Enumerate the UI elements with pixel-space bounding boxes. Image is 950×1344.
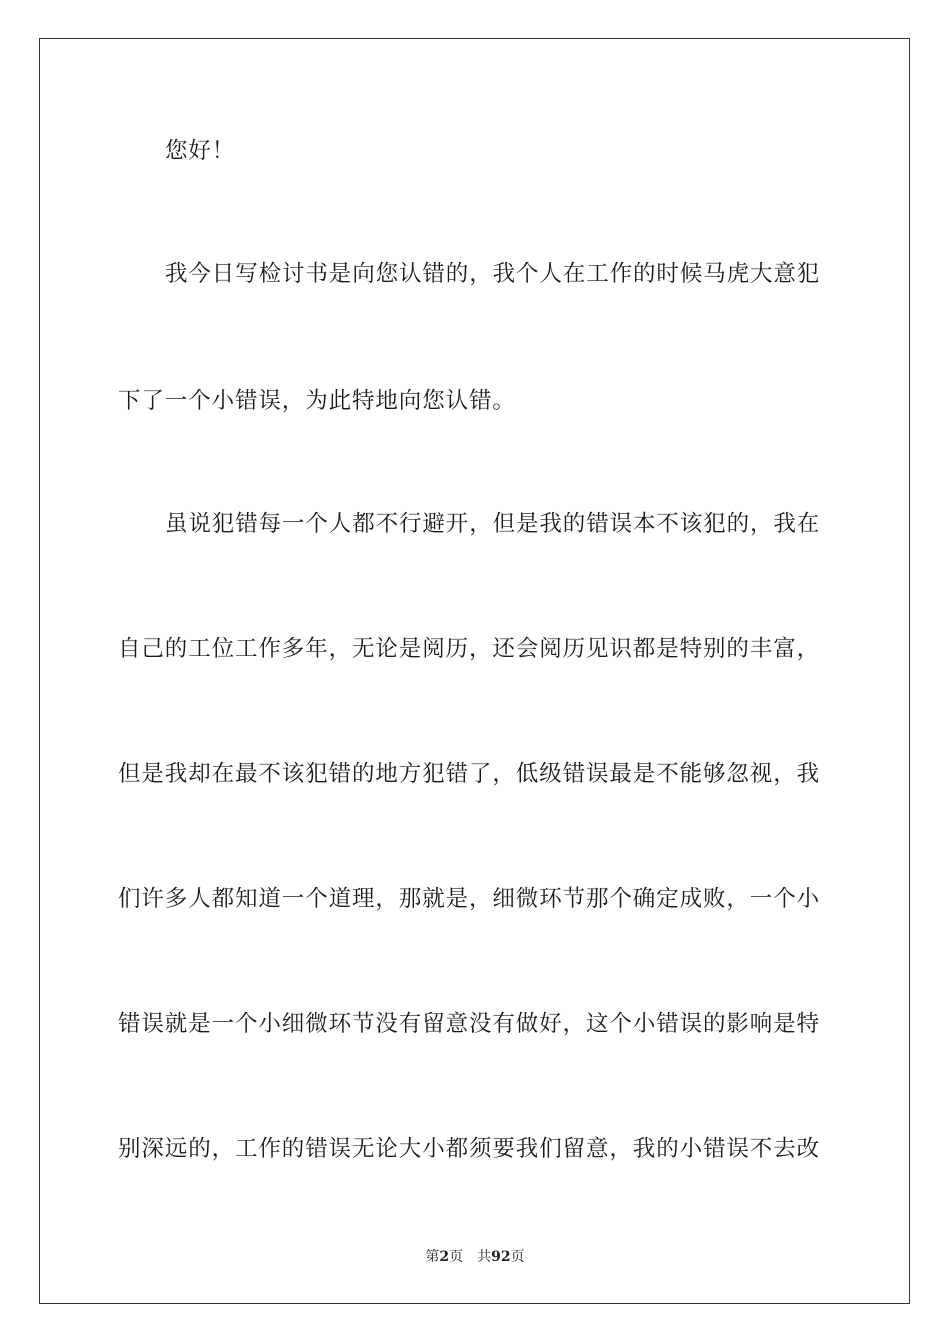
body-line: 别深远的，工作的错误无论大小都须要我们留意，我的小错误不去改 xyxy=(118,1136,821,1162)
body-line: 自己的工位工作多年，无论是阅历，还会阅历见识都是特别的丰富， xyxy=(118,636,821,662)
page-number: 2 xyxy=(439,1249,450,1265)
body-line: 们许多人都知道一个道理，那就是，细微环节那个确定成败，一个小 xyxy=(118,886,821,912)
body-line: 错误就是一个小细微环节没有留意没有做好，这个小错误的影响是特 xyxy=(118,1011,821,1037)
body-line: 下了一个小错误，为此特地向您认错。 xyxy=(118,388,516,414)
body-line: 但是我却在最不该犯错的地方犯错了，低级错误最是不能够忽视，我 xyxy=(118,761,821,787)
page-prefix: 第 xyxy=(425,1249,440,1265)
total-suffix: 页 xyxy=(510,1249,525,1265)
page-suffix: 页 xyxy=(449,1249,464,1265)
page-border xyxy=(39,38,910,1304)
salutation-line: 您好！ xyxy=(165,138,236,164)
body-line: 虽说犯错每一个人都不行避开，但是我的错误本不该犯的，我在 xyxy=(165,511,821,537)
total-pages: 92 xyxy=(491,1249,511,1265)
body-line: 我今日写检讨书是向您认错的，我个人在工作的时候马虎大意犯 xyxy=(165,261,821,287)
total-prefix: 共 xyxy=(477,1249,492,1265)
page-footer xyxy=(0,1247,950,1267)
